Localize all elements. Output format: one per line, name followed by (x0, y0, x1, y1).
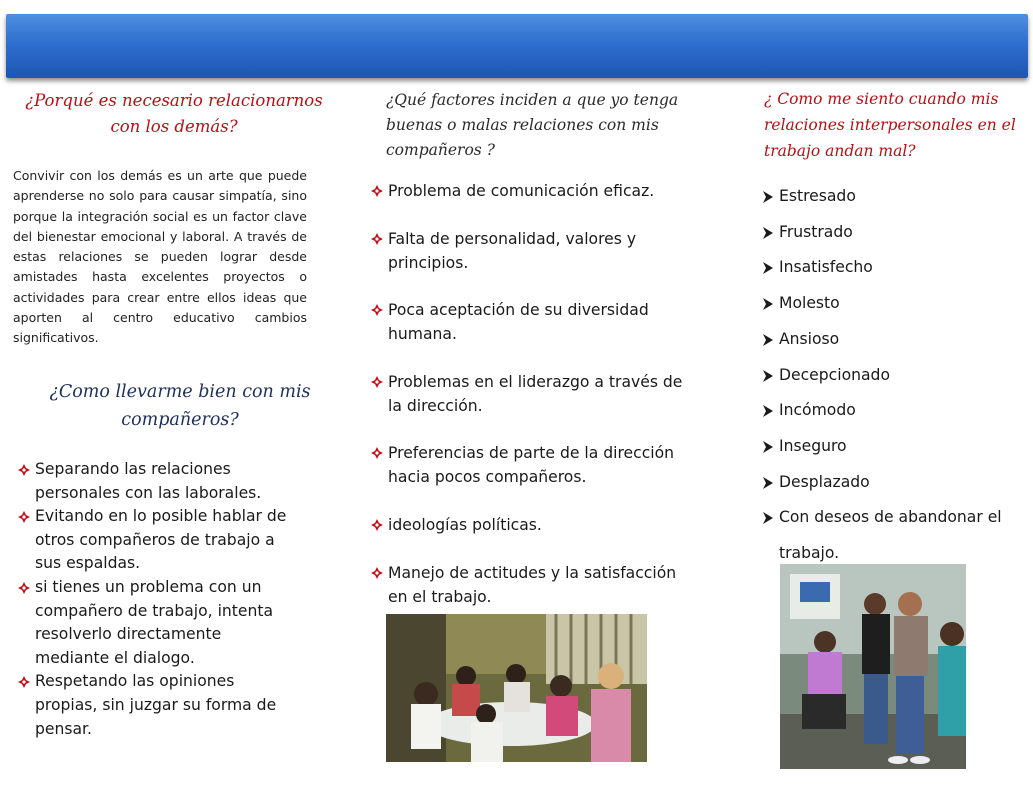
people-standing-illustration (780, 564, 966, 769)
list-item-text: Poca aceptación de su diversidad humana. (388, 301, 649, 344)
list-item (762, 250, 1026, 286)
diamond-bullet-icon (371, 447, 383, 459)
list-item (762, 465, 1026, 501)
list-item (18, 670, 290, 741)
list-item (371, 298, 696, 346)
arrow-bullet-icon (762, 477, 773, 489)
list-item-text: Falta de personalidad, valores y principios. (388, 229, 637, 272)
feelings-list (762, 179, 1026, 572)
header-banner (6, 14, 1028, 78)
diamond-bullet-icon (18, 582, 30, 594)
list-item (371, 441, 696, 489)
intro-paragraph: Convivir con los demás es un arte que puede aprenderse no solo para causar simpatía, sino porque la integración social es un factor clave del bienestar emocional y laboral. A través de estas relaciones se pueden lograr desde amistades hasta excelentes proyectos o actividades para crear entre ellos ideas que aporten al centro educativo cambios significativos. (13, 168, 307, 346)
list-item-text: Separando las relaciones personales con las laborales. (35, 460, 262, 502)
diamond-bullet-icon (371, 185, 383, 197)
list-item (762, 358, 1026, 394)
list-item-text: Insatisfecho (779, 258, 873, 277)
section-title-why: ¿Porqué es necesario relacionarnos con los demás? (25, 91, 323, 136)
list-item (371, 370, 696, 418)
arrow-bullet-icon (762, 227, 773, 239)
list-item-text: Incómodo (779, 401, 856, 420)
list-item-text: Estresado (779, 187, 856, 205)
list-item (762, 179, 1026, 215)
list-item (762, 215, 1026, 251)
list-item-text: Evitando en lo posible hablar de otros compañeros de trabajo a sus espaldas. (35, 507, 287, 573)
list-item (371, 513, 696, 537)
list-item-text: Problemas en el liderazgo a través de la dirección. (388, 372, 683, 415)
diamond-bullet-icon (18, 511, 30, 523)
people-standing-photo (780, 564, 966, 769)
arrow-bullet-icon (762, 370, 773, 382)
list-item-text: Manejo de actitudes y la satisfacción en el trabajo. (388, 563, 677, 606)
list-item (762, 322, 1026, 358)
list-item (762, 500, 1026, 571)
diamond-bullet-icon (18, 464, 30, 476)
diamond-bullet-icon (18, 676, 30, 688)
list-item-text: Decepcionado (779, 365, 890, 384)
diamond-bullet-icon (371, 567, 383, 579)
diamond-bullet-icon (371, 304, 383, 316)
arrow-bullet-icon (762, 262, 773, 274)
diamond-bullet-icon (371, 519, 383, 531)
section-title-how: ¿Como llevarme bien con mis compañeros? (49, 382, 311, 430)
list-item (762, 286, 1026, 322)
list-item-text: Respetando las opiniones propias, sin juzgar su forma de pensar. (35, 672, 277, 738)
tips-list (18, 458, 290, 741)
list-item-text: Ansioso (779, 329, 840, 348)
list-item (18, 458, 290, 505)
section-title-factors: ¿Qué factores inciden a que yo tenga buenas o malas relaciones con mis compañeros ? (386, 91, 679, 159)
arrow-bullet-icon (762, 512, 773, 524)
list-item (371, 179, 696, 203)
group-meeting-photo (386, 614, 647, 762)
factors-list (371, 179, 696, 632)
list-item-text: ideologías políticas. (388, 515, 542, 534)
list-item (18, 505, 290, 576)
list-item-text: Desplazado (779, 472, 870, 491)
list-item-text: Preferencias de parte de la dirección hacia pocos compañeros. (388, 444, 675, 487)
list-item-text: Problema de comunicación eficaz. (388, 182, 655, 200)
arrow-bullet-icon (762, 334, 773, 346)
list-item (18, 576, 290, 670)
arrow-bullet-icon (762, 298, 773, 310)
list-item-text: Inseguro (779, 436, 847, 455)
list-item-text: Frustrado (779, 222, 853, 241)
section-title-feelings: ¿ Como me siento cuando mis relaciones interpersonales en el trabajo andan mal? (764, 90, 1016, 160)
group-meeting-illustration (386, 614, 647, 762)
arrow-bullet-icon (762, 441, 773, 453)
diamond-bullet-icon (371, 233, 383, 245)
list-item (371, 227, 696, 275)
list-item-text: Con deseos de abandonar el trabajo. (779, 508, 1002, 563)
list-item-text: si tienes un problema con un compañero de trabajo, intenta resolverlo directamente mediante el dialogo. (35, 577, 274, 667)
arrow-bullet-icon (762, 405, 773, 417)
list-item (762, 429, 1026, 465)
list-item (371, 561, 696, 609)
diamond-bullet-icon (371, 376, 383, 388)
arrow-bullet-icon (762, 191, 773, 203)
list-item (762, 393, 1026, 429)
list-item-text: Molesto (779, 294, 840, 313)
